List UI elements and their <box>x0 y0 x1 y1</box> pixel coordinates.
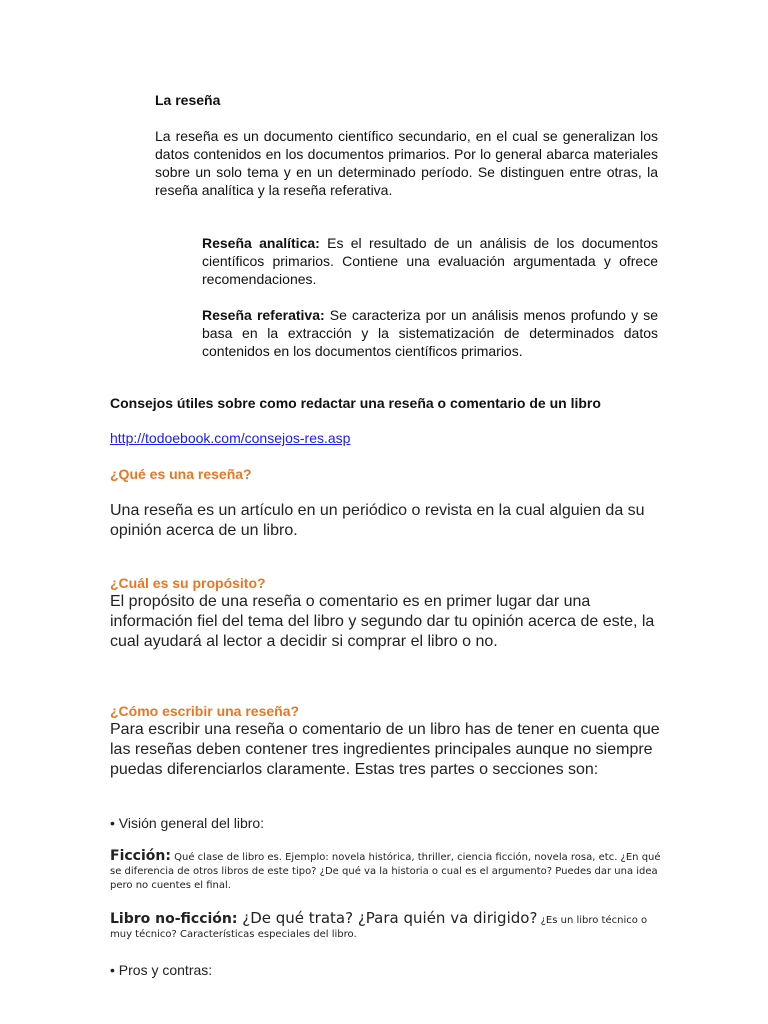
definition-referativa <box>202 306 658 360</box>
noficcion-paragraph <box>110 911 670 942</box>
definition-text: Se caracteriza por un análisis menos profundo y se basa en la extracción y la sistematización de determinados datos contenidos en los documentos científicos primarios. <box>202 307 659 359</box>
intro-paragraph: La reseña es un documento científico secundario, en el cual se generalizan los datos contenidos en los documentos primarios. Por lo general abarca materiales sobre un solo tema y en un determinado período. Se distinguen entre otras, la reseña analítica y la reseña referativa. <box>155 128 658 198</box>
answer-paragraph: Una reseña es un artículo en un periódico o revista en la cual alguien da su opinión acerca de un libro. <box>110 502 645 539</box>
noficcion-term: Libro no-ficción: <box>110 911 238 927</box>
definition-text: Es el resultado de un análisis de los documentos científicos primarios. Contiene una evaluación argumentada y ofrece recomendaciones. <box>202 235 659 287</box>
definition-term: Reseña analítica: <box>202 235 320 251</box>
ficcion-text: Qué clase de libro es. Ejemplo: novela histórica, thriller, ciencia ficción, novela rosa, etc. ¿En qué se diferencia de otros libros de este tipo? ¿De qué va la historia o cual es el argumento? Puedes dar una idea pero no cuentes el final. <box>110 852 661 891</box>
question-heading: ¿Cómo escribir una reseña? <box>110 703 300 719</box>
noficcion-text: ¿Es un libro técnico o muy técnico? Características especiales del libro. <box>110 915 648 940</box>
definition-analitica <box>202 234 658 288</box>
noficcion-questions: ¿De qué trata? ¿Para quién va dirigido? <box>237 909 538 927</box>
section-heading: La reseña <box>155 92 221 108</box>
question-heading: ¿Qué es una reseña? <box>110 466 252 482</box>
question-heading: ¿Cuál es su propósito? <box>110 575 266 591</box>
definition-term: Reseña referativa: <box>202 307 325 323</box>
bullet-item: • Pros y contras: <box>110 962 213 978</box>
ficcion-paragraph <box>110 849 670 893</box>
bullet-item: • Visión general del libro: <box>110 815 265 831</box>
source-link[interactable]: http://todoebook.com/consejos-res.asp <box>110 430 351 446</box>
answer-paragraph: El propósito de una reseña o comentario es en primer lugar dar una información fiel del tema del libro y segundo dar tu opinión acerca de este, la cual ayudará al lector a decidir si comprar el libro o no. <box>110 593 655 650</box>
consejos-title: Consejos útiles sobre como redactar una reseña o comentario de un libro <box>110 395 601 411</box>
ficcion-term: Ficción: <box>110 848 171 864</box>
answer-paragraph: Para escribir una reseña o comentario de un libro has de tener en cuenta que las reseñas deben contener tres ingredientes principales aunque no siempre puedas diferenciarlos claramente. Estas tres partes o secciones son: <box>110 721 660 778</box>
